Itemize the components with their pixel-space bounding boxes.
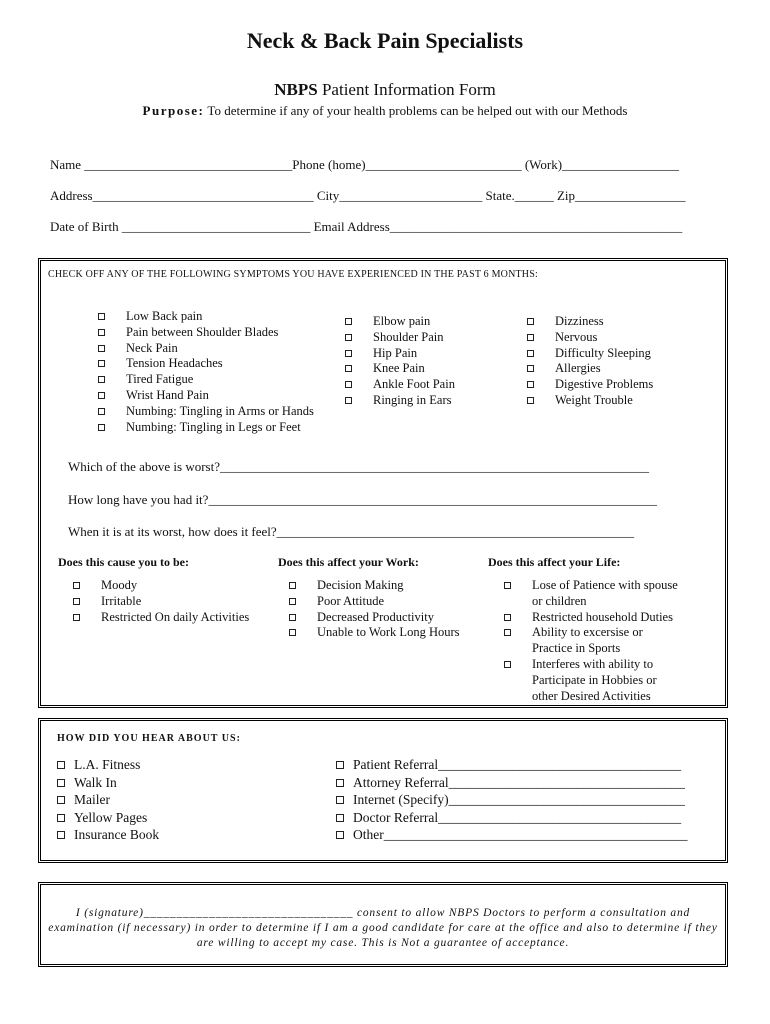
checklist-label: Digestive Problems xyxy=(555,377,654,392)
checkbox[interactable] xyxy=(504,661,511,668)
checklist-item[interactable] xyxy=(345,346,455,362)
checkbox[interactable] xyxy=(527,397,534,404)
referral-list-right xyxy=(336,756,688,844)
checklist-item[interactable] xyxy=(98,372,314,388)
checklist-item[interactable] xyxy=(289,578,460,594)
name-phone-field-line[interactable]: Name ________________________________Phone (home)________________________ (Work)__________________ xyxy=(50,157,680,172)
checklist-item[interactable] xyxy=(527,314,653,330)
checklist-item[interactable] xyxy=(345,377,455,393)
checklist-item[interactable] xyxy=(57,809,159,827)
checklist-label: Decision Making xyxy=(317,578,404,592)
checkbox[interactable] xyxy=(527,334,534,341)
checklist-item[interactable] xyxy=(504,641,678,657)
checkbox[interactable] xyxy=(345,318,352,325)
checklist-label: Insurance Book xyxy=(74,827,160,843)
checkbox[interactable] xyxy=(289,598,296,605)
checklist-item[interactable] xyxy=(345,361,455,377)
checklist-label: Ankle Foot Pain xyxy=(373,377,455,392)
checkbox[interactable] xyxy=(527,365,534,372)
checklist-label: Nervous xyxy=(555,329,598,344)
checklist-label: Wrist Hand Pain xyxy=(126,387,209,402)
feel-question[interactable]: When it is at its worst, how does it feel?_______________________________________________________ xyxy=(68,524,635,539)
work-list xyxy=(289,578,460,641)
checklist-label: Practice in Sports xyxy=(532,641,621,656)
life-list xyxy=(504,578,678,704)
checklist-item[interactable] xyxy=(336,826,688,844)
checklist-item[interactable] xyxy=(289,594,460,610)
checkbox[interactable] xyxy=(345,334,352,341)
address-field-line[interactable]: Address__________________________________ City______________________ State.______ Zip_________________ xyxy=(50,188,686,203)
checklist-label: other Desired Activities xyxy=(532,688,651,703)
checklist-label: Neck Pain xyxy=(126,340,178,355)
checklist-item[interactable] xyxy=(336,809,688,827)
checkbox[interactable] xyxy=(345,397,352,404)
purpose-text: To determine if any of your health problems can be helped out with our Methods xyxy=(204,103,628,118)
checklist-label: Numbing: Tingling in Arms or Hands xyxy=(126,403,314,418)
checkbox[interactable] xyxy=(336,831,344,839)
subtitle-rest: Patient Information Form xyxy=(317,80,496,99)
checklist-label: Poor Attitude xyxy=(317,593,385,608)
checklist-item[interactable] xyxy=(504,578,678,594)
checkbox[interactable] xyxy=(98,313,105,320)
checkbox[interactable] xyxy=(289,629,296,636)
checklist-item[interactable] xyxy=(527,377,653,393)
purpose-label: Purpose: xyxy=(142,103,205,118)
checklist-label: Low Back pain xyxy=(126,309,203,323)
work-heading: Does this affect your Work: xyxy=(278,555,419,569)
checklist-label: Dizziness xyxy=(555,314,604,328)
checklist-label: Doctor Referral____________________________________ xyxy=(353,809,682,825)
checkbox[interactable] xyxy=(98,345,105,352)
life-heading: Does this affect your Life: xyxy=(488,555,621,569)
dob-email-field-line[interactable]: Date of Birth _____________________________ Email Address_____________________________________________ xyxy=(50,219,683,234)
checklist-item[interactable] xyxy=(527,361,653,377)
checklist-item[interactable] xyxy=(57,774,159,792)
checkbox[interactable] xyxy=(73,614,80,621)
checklist-label: Walk In xyxy=(74,774,117,790)
checklist-item[interactable] xyxy=(336,791,688,809)
checklist-item[interactable] xyxy=(98,388,314,404)
checklist-item[interactable] xyxy=(98,341,314,357)
checklist-item[interactable] xyxy=(345,314,455,330)
checklist-label: Ability to excersise or xyxy=(532,625,643,640)
checklist-item[interactable] xyxy=(504,689,678,705)
checklist-label: Lose of Patience with spouse xyxy=(532,578,678,592)
checklist-label: L.A. Fitness xyxy=(74,757,141,772)
checklist-item[interactable] xyxy=(98,356,314,372)
checklist-item[interactable] xyxy=(336,756,688,774)
checkbox[interactable] xyxy=(527,318,534,325)
symptom-list-col1 xyxy=(98,309,314,435)
page-title: Neck & Back Pain Specialists xyxy=(246,28,524,53)
checklist-item[interactable] xyxy=(57,791,159,809)
checkbox[interactable] xyxy=(345,381,352,388)
checklist-item[interactable] xyxy=(57,826,159,844)
duration-question[interactable]: How long have you had it?_____________________________________________________________________ xyxy=(68,492,657,507)
checkbox[interactable] xyxy=(345,365,352,372)
cause-heading: Does this cause you to be: xyxy=(58,555,189,569)
checklist-label: Interferes with ability to xyxy=(532,656,654,671)
symptom-list-col3 xyxy=(527,314,653,409)
checkbox[interactable] xyxy=(98,424,105,431)
checklist-item[interactable] xyxy=(527,330,653,346)
checklist-label: Moody xyxy=(101,578,138,592)
checklist-label: Mailer xyxy=(74,792,110,808)
checklist-label: Ringing in Ears xyxy=(373,392,452,407)
checklist-label: Restricted household Duties xyxy=(532,609,673,624)
checkbox[interactable] xyxy=(289,614,296,621)
checklist-label: Difficulty Sleeping xyxy=(555,345,651,360)
checkbox[interactable] xyxy=(289,582,296,589)
checkbox[interactable] xyxy=(73,582,80,589)
checklist-label: Pain between Shoulder Blades xyxy=(126,324,279,339)
checkbox[interactable] xyxy=(98,360,105,367)
checkbox[interactable] xyxy=(527,350,534,357)
referral-list-left xyxy=(57,756,159,844)
checklist-item[interactable] xyxy=(504,673,678,689)
checklist-item[interactable] xyxy=(504,610,678,626)
checkbox[interactable] xyxy=(504,629,511,636)
cause-list xyxy=(73,578,249,625)
checklist-item[interactable] xyxy=(98,404,314,420)
checkbox[interactable] xyxy=(98,392,105,399)
symptom-list-col2 xyxy=(345,314,455,409)
checkbox[interactable] xyxy=(57,796,65,804)
checklist-label: Tension Headaches xyxy=(126,356,223,371)
subtitle-abbrev: NBPS xyxy=(274,80,318,99)
checklist-item[interactable] xyxy=(345,330,455,346)
checklist-label: Unable to Work Long Hours xyxy=(317,625,460,640)
checklist-item[interactable] xyxy=(289,610,460,626)
checklist-item[interactable] xyxy=(73,594,249,610)
checklist-label: Yellow Pages xyxy=(74,809,148,825)
worst-question[interactable]: Which of the above is worst?__________________________________________________________________ xyxy=(68,459,649,474)
checklist-label: Numbing: Tingling in Legs or Feet xyxy=(126,419,301,434)
checklist-item[interactable] xyxy=(527,346,653,362)
checkbox[interactable] xyxy=(57,814,65,822)
checklist-label: Participate in Hobbies or xyxy=(532,672,657,687)
checklist-label: Allergies xyxy=(555,361,601,376)
checklist-label: or children xyxy=(532,593,587,608)
checklist-label: Weight Trouble xyxy=(555,392,633,407)
checkbox[interactable] xyxy=(336,779,344,787)
consent-text[interactable]: I (signature)________________________________ consent to allow NBPS Doctors to perform a consultation and examination (if necessary) in order to determine if I am a good candidate for care at the office and also to determine if they are willing to accept my case. This is Not a guarantee of acceptance. xyxy=(48,907,718,949)
checkbox[interactable] xyxy=(98,376,105,383)
checkbox[interactable] xyxy=(336,761,344,769)
checklist-item[interactable] xyxy=(73,578,249,594)
checklist-item[interactable] xyxy=(527,393,653,409)
checklist-label: Attorney Referral___________________________________ xyxy=(353,774,685,790)
checkbox[interactable] xyxy=(57,761,65,769)
checklist-item[interactable] xyxy=(57,756,159,774)
checkbox[interactable] xyxy=(73,598,80,605)
checklist-label: Decreased Productivity xyxy=(317,609,434,624)
checklist-item[interactable] xyxy=(98,420,314,436)
checklist-label: Elbow pain xyxy=(373,314,431,328)
checklist-label: Hip Pain xyxy=(373,345,418,360)
checklist-label: Patient Referral____________________________________ xyxy=(353,757,682,772)
checklist-label: Restricted On daily Activities xyxy=(101,609,250,624)
checklist-item[interactable] xyxy=(289,625,460,641)
checklist-label: Tired Fatigue xyxy=(126,372,194,387)
checklist-item[interactable] xyxy=(504,657,678,673)
checklist-item[interactable] xyxy=(504,594,678,610)
checkbox[interactable] xyxy=(527,381,534,388)
checklist-item[interactable] xyxy=(73,610,249,626)
symptoms-heading: CHECK OFF ANY OF THE FOLLOWING SYMPTOMS YOU HAVE EXPERIENCED IN THE PAST 6 MONTHS: xyxy=(48,269,538,280)
form-subtitle xyxy=(0,80,770,100)
checkbox[interactable] xyxy=(98,329,105,336)
checkbox[interactable] xyxy=(336,796,344,804)
checkbox[interactable] xyxy=(345,350,352,357)
checkbox[interactable] xyxy=(504,614,511,621)
purpose-line xyxy=(0,103,770,119)
checkbox[interactable] xyxy=(57,831,65,839)
checkbox[interactable] xyxy=(504,582,511,589)
checklist-item[interactable] xyxy=(98,309,314,325)
checklist-item[interactable] xyxy=(336,774,688,792)
referral-heading: HOW DID YOU HEAR ABOUT US: xyxy=(57,733,241,744)
checkbox[interactable] xyxy=(57,779,65,787)
checkbox[interactable] xyxy=(98,408,105,415)
checklist-label: Other_____________________________________________ xyxy=(353,827,688,843)
checklist-label: Shoulder Pain xyxy=(373,329,444,344)
checklist-label: Knee Pain xyxy=(373,361,425,376)
checklist-item[interactable] xyxy=(345,393,455,409)
checklist-label: Irritable xyxy=(101,593,142,608)
checkbox[interactable] xyxy=(336,814,344,822)
checklist-item[interactable] xyxy=(504,625,678,641)
checklist-label: Internet (Specify)___________________________________ xyxy=(353,792,685,808)
checklist-item[interactable] xyxy=(98,325,314,341)
